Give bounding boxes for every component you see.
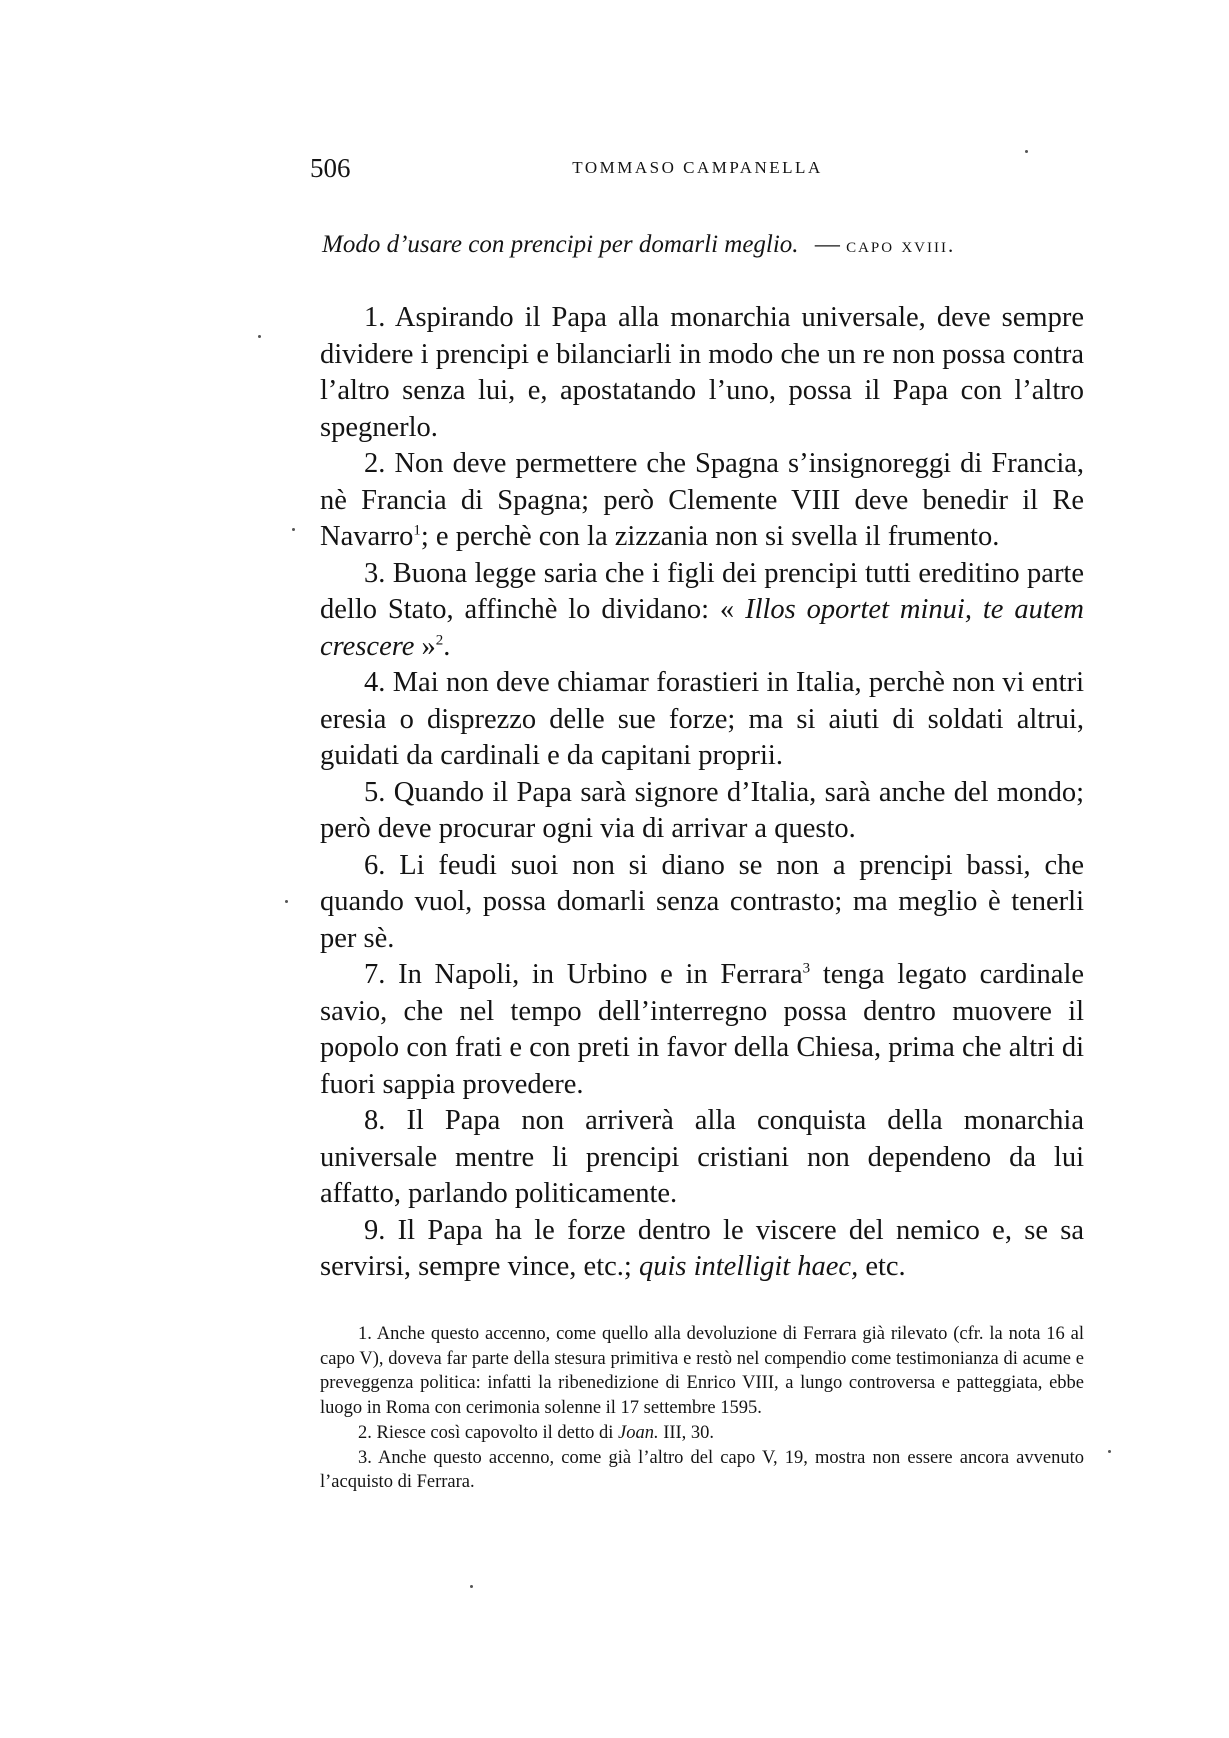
chapter-body: [320, 300, 1084, 1286]
paragraph-7: [320, 957, 1084, 1103]
footnote-citation: Joan.: [617, 1422, 659, 1443]
paragraph-number: 3.: [364, 557, 386, 589]
paragraph-1: [320, 300, 1084, 446]
paragraph-6: [320, 848, 1084, 958]
paragraph-2: [320, 446, 1084, 556]
paragraph-number: 2.: [364, 448, 386, 479]
paragraph-text: Mai non deve chiamar forastieri in Italia, perchè non vi entri eresia o disprezzo delle sue forze; ma si aiuti di soldati altrui, guidati da cardinali e da capitani proprii.: [320, 667, 1084, 771]
chapter-label: capo xviii.: [846, 233, 956, 257]
paragraph-8: [320, 1103, 1084, 1213]
paragraph-text: Aspirando il Papa alla monarchia universale, deve sempre dividere i prencipi e bilanciarli in modo che un re non possa contra l’altro senza lui, e, apostatando l’uno, possa il Papa con l’altro spegnerlo.: [320, 302, 1084, 443]
paragraph-number: 8.: [364, 1105, 386, 1136]
chapter-title: Modo d’usare con prencipi per domarli meglio.: [322, 231, 799, 258]
scan-speck: [285, 900, 288, 903]
footnote-number: 3.: [358, 1447, 372, 1468]
latin-quote: Illos oportet minui, te autem crescere: [320, 594, 1084, 662]
footnote-ref: 1: [413, 522, 421, 539]
paragraph-3: [320, 556, 1084, 666]
scan-speck: [1108, 1450, 1111, 1453]
footnotes: [320, 1322, 1084, 1495]
running-head: [310, 152, 1085, 184]
paragraph-text: tenga legato cardinale savio, che nel tempo dell’interregno possa dentro muovere il popolo con frati e con preti in favor della Chiesa, prima che altri di fuori sappia provedere.: [320, 959, 1085, 1100]
footnote-number: 2.: [358, 1422, 372, 1443]
paragraph-number: 1.: [364, 302, 386, 333]
page-number: 506: [310, 153, 351, 183]
footnote-text: Riesce così capovolto il detto di: [376, 1422, 614, 1443]
paragraph-text: ; e perchè con la zizzania non si svella il frumento.: [420, 521, 1000, 552]
footnote-ref: 2: [435, 632, 444, 648]
scan-speck: [258, 335, 261, 338]
closing-quote: »: [421, 630, 436, 662]
paragraph-5: [320, 775, 1084, 848]
footnote-text: Anche questo accenno, come quello alla devoluzione di Ferrara già rilevato (cfr. la nota 16 al capo V), doveva far parte della stesura primitiva e restò nel compendio come testimonianza di acume e preveggenza politica: infatti la ribenedizione di Enrico VIII, a lungo controversa e patteggiata, ebbe luogo in Roma con cerimonia solenne il 17 settembre 1595.: [320, 1324, 1084, 1419]
scan-speck: [1025, 150, 1028, 153]
paragraph-number: 4.: [364, 667, 386, 698]
scan-speck: [292, 528, 295, 531]
footnote-3: [320, 1446, 1084, 1495]
latin-phrase: quis intelligit haec,: [638, 1251, 859, 1282]
footnote-1: [320, 1322, 1084, 1421]
footnote-text: III, 30.: [663, 1422, 715, 1443]
paragraph-9: [320, 1213, 1084, 1286]
chapter-dash: —: [814, 231, 840, 258]
footnote-2: [320, 1421, 1084, 1446]
paragraph-number: 7.: [364, 959, 386, 990]
paragraph-text: Non deve permettere che Spagna s’insignoreggi di Francia, nè Francia di Spagna; però Clemente VIII deve benedir il Re Navarro: [320, 448, 1085, 552]
chapter-heading: [322, 228, 1084, 262]
paragraph-text: Li feudi suoi non si diano se non a prencipi bassi, che quando vuol, possa domarli senza contrasto; ma meglio è tenerli per sè.: [320, 849, 1085, 954]
paragraph-text: etc.: [865, 1251, 906, 1282]
footnote-ref: 3: [802, 960, 811, 977]
paragraph-end: .: [443, 630, 451, 662]
paragraph-text: In Napoli, in Urbino e in Ferrara: [398, 959, 803, 990]
paragraph-text: Il Papa ha le forze dentro le viscere del nemico e, se sa servirsi, sempre vince, etc.;: [320, 1214, 1085, 1282]
running-title: TOMMASO CAMPANELLA: [572, 158, 823, 177]
footnote-text: Anche questo accenno, come già l’altro del capo V, 19, mostra non essere ancora avvenuto l’acquisto di Ferrara.: [320, 1447, 1084, 1493]
paragraph-number: 9.: [364, 1214, 386, 1246]
footnote-number: 1.: [358, 1324, 372, 1344]
paragraph-text: Il Papa non arriverà alla conquista della monarchia universale mentre li prencipi cristiani non dependeno da lui affatto, parlando politicamente.: [320, 1105, 1084, 1209]
paragraph-text: Quando il Papa sarà signore d’Italia, sarà anche del mondo; però deve procurar ogni via di arrivar a questo.: [320, 776, 1084, 844]
paragraph-number: 6.: [364, 849, 386, 881]
paragraph-4: [320, 665, 1084, 775]
paragraph-text: Buona legge saria che i figli dei prencipi tutti ereditino parte dello Stato, affinchè lo dividano: «: [320, 557, 1085, 625]
scan-speck: [470, 1585, 473, 1588]
paragraph-number: 5.: [364, 776, 386, 808]
